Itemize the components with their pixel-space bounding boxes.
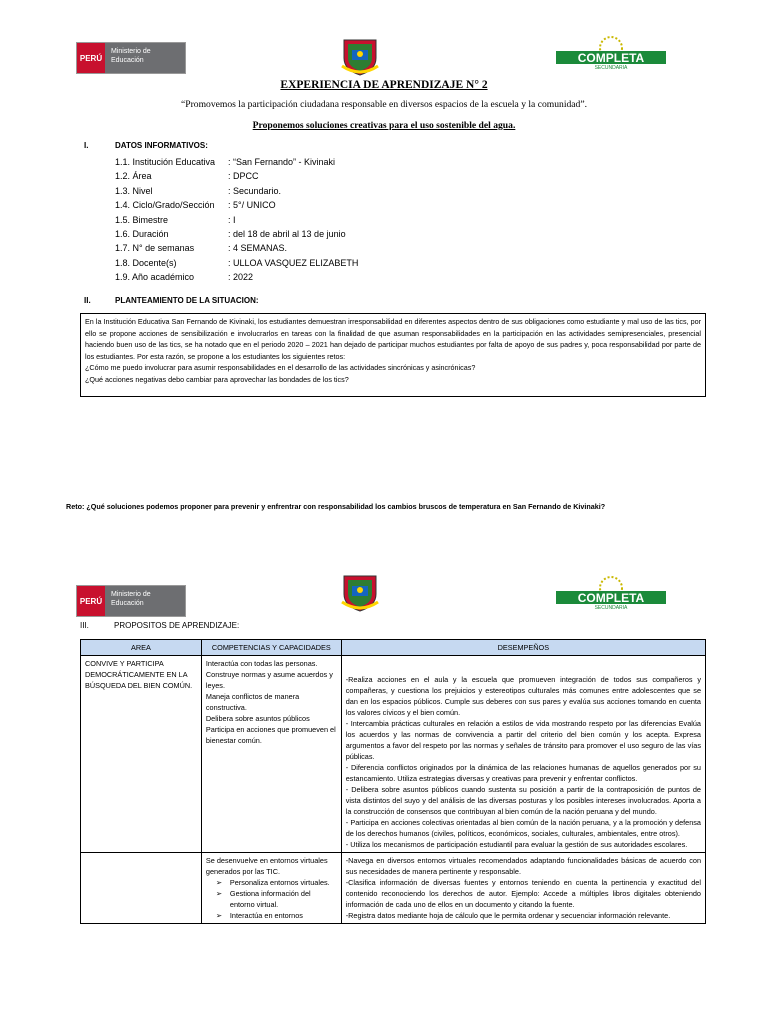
dato-row: 1.1. Institución Educativa : “San Fernando” - Kivinaki <box>115 157 336 167</box>
section1-num: I. <box>84 141 89 150</box>
svg-text:COMPLETA: COMPLETA <box>577 51 645 65</box>
header-area: AREA <box>81 640 202 656</box>
table-header-row <box>81 640 706 656</box>
datos-list <box>115 155 358 285</box>
section3-num: III. <box>80 621 89 630</box>
area-cell: CONVIVE Y PARTICIPA DEMOCRÁTICAMENTE EN LA BÚSQUEDA DEL BIEN COMÚN. <box>81 656 202 853</box>
table-row <box>81 853 706 924</box>
reto-question-1: ¿Cómo me puedo involucrar para asumir responsabilidades en el desarrollo de las actividades sincrónicas y asincrónicas? <box>85 363 476 373</box>
area-cell <box>81 853 202 924</box>
section2-num: II. <box>84 296 91 305</box>
header-competencias: COMPETENCIAS Y CAPACIDADES <box>201 640 341 656</box>
school-crest-icon-2 <box>340 574 380 612</box>
situacion-box <box>80 313 706 397</box>
svg-text:COMPLETA: COMPLETA <box>577 591 645 605</box>
table-row <box>81 656 706 853</box>
subtitle: Proponemos soluciones creativas para el uso sostenible del agua. <box>252 120 516 131</box>
dato-row: 1.5. Bimestre : I <box>115 214 236 225</box>
school-logo-icon <box>556 36 666 70</box>
section1-title: DATOS INFORMATIVOS: <box>115 141 208 150</box>
dato-row: 1.9. Año académico : 2022 <box>115 272 254 283</box>
dato-row: 1.6. Duración : del 18 de abril al 13 de junio <box>115 229 346 240</box>
svg-text:SECUNDARIA: SECUNDARIA <box>594 605 628 610</box>
svg-text:SECUNDARIA: SECUNDARIA <box>594 65 628 70</box>
school-crest-icon <box>340 38 380 76</box>
section2-title: PLANTEAMIENTO DE LA SITUACION: <box>115 296 259 305</box>
desempenos-cell: -Navega en diversos entornos virtuales recomendados adaptando funcionalidades básicas de acuerdo con sus necesidades de manera pertinente y responsable. -Clasifica información de diversas fuentes y entornos teniendo en cuenta la pertinencia y exactitud del contenido reconociendo los derechos de autor. Ejemplo: Accede a múltiples libros digitales obteniendo información de cada uno de ellos en un documento y citando la fuente. -Registra datos mediante hoja de cálculo que le permita ordenar y secuenciar información relevante. <box>341 853 705 924</box>
reto-question-2: ¿Qué acciones negativas debo cambiar para aprovechar las bondades de los tics? <box>85 374 349 384</box>
section3-title: PROPOSITOS DE APRENDIZAJE: <box>114 621 240 630</box>
dato-row: 1.2. Área : DPCC <box>115 171 259 182</box>
competencias-cell: Se desenvuelve en entornos virtuales generados por las TIC. ➢ Personaliza entornos virtuales. ➢ Gestiona información del entorno virtual. ➢ Interactúa en entornos <box>201 853 341 924</box>
propositos-table <box>80 639 706 924</box>
ministry-logo-2: PERÚ Ministerio de Educación <box>76 585 186 617</box>
reto-text: Reto: ¿Qué soluciones podemos proponer para prevenir y enfrentrar con responsabilidad los cambios bruscos de temperatura en San Fernando de Kivinaki? <box>66 502 606 511</box>
dato-row: 1.8. Docente(s) : ULLOA VASQUEZ ELIZABETH <box>115 257 359 268</box>
dato-row: 1.7. N° de semanas : 4 SEMANAS. <box>115 243 288 254</box>
desempenos-cell: -Realiza acciones en el aula y la escuela que promueven integración de todos sus compañeros y compañeras, y cuestiona los prejuicios y estereotipos culturales más comunes entre adolescentes que se dan en los espacios públicos. Cumple sus deberes con sus pares y evalúa sus acciones tomando en cuenta los valores cívicos y el bien común. - Intercambia prácticas culturales en relación a estilos de vida mostrando respeto por las diferencias Evalúa los acuerdos y las normas de convivencia a partir del criterio del bien común y los acepta. Expresa argumentos a favor del respeto por las normas y señales de tránsito para promover el uso seguro de las vías públicas. - Diferencia conflictos originados por la dinámica de las relaciones humanas de aquellos generados por su estancamiento. Utiliza estrategias diversas y creativas para prevenir y enfrentar conflictos. - Delibera sobre asuntos públicos cuando sustenta su posición a partir de la contraposición de puntos de vista distintos del suyo y del análisis de las diversas posturas y los posibles intereses involucrados. Aporta a la construcción de consensos que contribuyan al bien común de la nación peruana y del mundo. - Participa en acciones colectivas orientadas al bien común de la nación peruana, y a la promoción y defensa de los derechos humanos (civiles, políticos, económicos, sociales, culturales, ambientales, entre otros). - Utiliza los mecanismos de participación estudiantil para evaluar la gestión de sus autoridades escolares. <box>341 656 705 853</box>
page-title: EXPERIENCIA DE APRENDIZAJE N° 2 <box>280 79 488 91</box>
situacion-text: En la Institución Educativa San Fernando de Kivinaki, los estudiantes demuestran irresponsabilidad en diferentes aspectos dentro de sus obligaciones como estudiante y mal uso de las tics, por ello se propone acciones de sensibilización e involucrarlos en tareas con la finalidad de que asuman responsabilidades en la participación en las actividades semipresenciales, presencial haciendo buen uso de las tics, se ha notado que en el periodo 2020 – 2021 han dejado de participar muchos estudiantes por falta de apoyo de sus padres y, poca responsabilidad por parte de los estudiantes. Por esta razón, se propone a los estudiantes los siguientes retos: <box>85 317 701 361</box>
dato-row: 1.4. Ciclo/Grado/Sección : 5°/ UNICO <box>115 200 276 211</box>
motto: “Promovemos la participación ciudadana responsable en diversos espacios de la escuela y la comunidad”. <box>181 99 587 110</box>
competencias-cell: Interactúa con todas las personas. Construye normas y asume acuerdos y leyes. Maneja conflictos de manera constructiva. Delibera sobre asuntos públicos Participa en acciones que promueven el bienestar común. <box>201 656 341 853</box>
header-desempenos: DESEMPEÑOS <box>341 640 705 656</box>
dato-row: 1.3. Nivel : Secundario. <box>115 185 282 196</box>
capacidades-list: ➢ Personaliza entornos virtuales. ➢ Gestiona información del entorno virtual. ➢ Interactúa en entornos <box>206 877 337 921</box>
school-logo-icon-2 <box>556 576 666 610</box>
ministry-logo: PERÚ Ministerio de Educación <box>76 42 186 74</box>
